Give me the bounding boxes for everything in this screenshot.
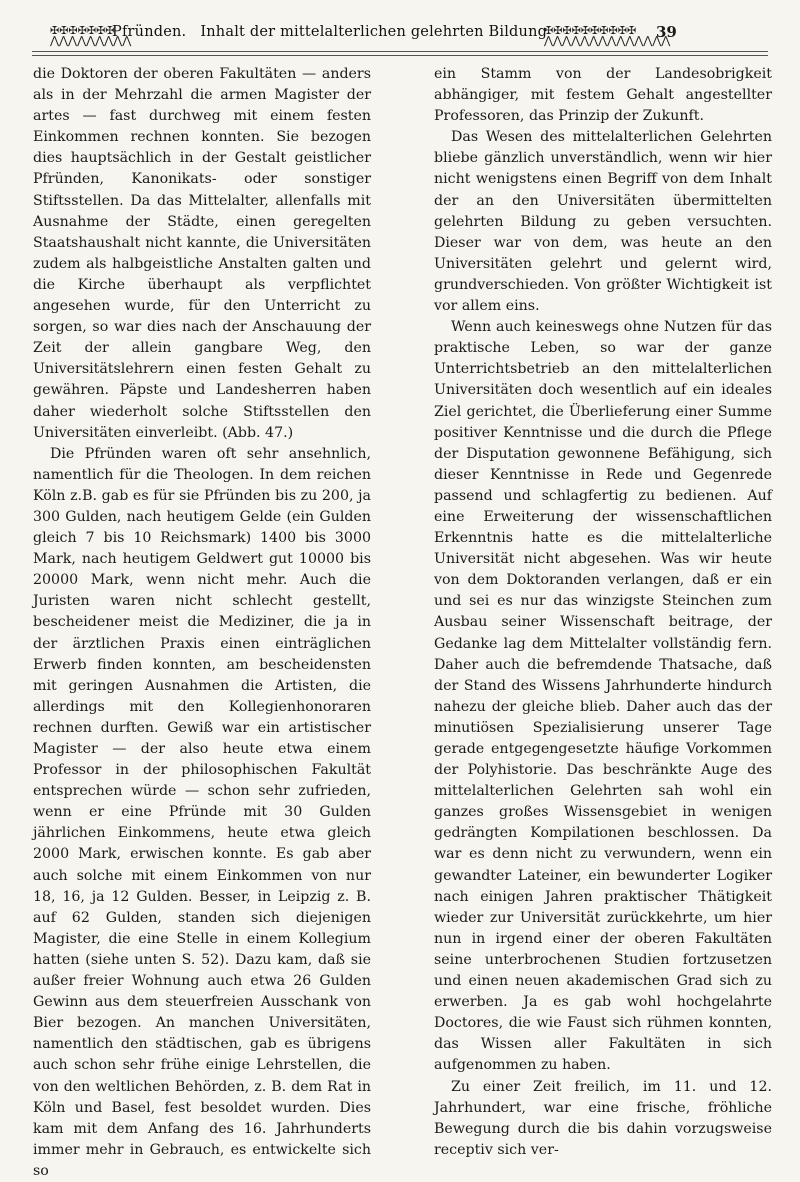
running-head	[112, 24, 548, 40]
header-rule-thin	[32, 55, 768, 56]
paragraph: ein Stamm von der Landesobrigkeit abhängiger, mit festem Gehalt angestellter Professoren, das Prinzip der Zukunft.	[434, 66, 772, 125]
right-column	[434, 64, 772, 1158]
running-head-section: Pfründen.	[112, 24, 187, 40]
paragraph: Die Pfründen waren oft sehr ansehnlich, namentlich für die Theologen. In dem reichen Köln z.B. gab es für sie Pfründen bis zu 200, ja 300 Gulden, nach heutigem Gelde (ein Gulden gleich 7 bis 10 Reichsmark) 1400 bis 3000 Mark, nach heutigem Geldwert gut 10000 bis 20000 Mark, wenn nicht mehr. Auch die Juristen waren nicht schlecht gestellt, bescheidener meist die Mediziner, die ja in der ärztlichen Praxis einen einträglichen Erwerb finden konnten, am bescheidensten mit geringen Ausnahmen die Artisten, die allerdings mit den Kollegienhonoraren rechnen durften. Gewiß war ein artistischer Magister — der also heute etwa einem Professor in der philosophischen Fakultät entsprechen würde — schon sehr zufrieden, wenn er eine Pfründe mit 30 Gulden jährlichen Einkommens, heute etwa gleich 2000 Mark, erwischen konnte. Es gab aber auch solche mit einem Einkommen von nur 18, 16, ja 12 Gulden. Besser, in Leipzig z. B. auf 62 Gulden, standen sich diejenigen Magister, die eine Stelle in einem Kollegium hatten (siehe unten S. 52). Dazu kam, daß sie außer freier Wohnung auch etwa 26 Gulden Gewinn aus dem steuerfreien Ausschank von Bier bezogen. An manchen Universitäten, namentlich den städtischen, gab es übrigens auch schon sehr frühe einige Lehrstellen, die von den weltlichen Behörden, z. B. dem Rat in Köln und Basel, fest besoldet wurden. Dies kam mit dem Anfang des 16. Jahrhunderts immer mehr in Gebrauch, es entwickelte sich so	[33, 445, 371, 1179]
paragraph: Zu einer Zeit freilich, im 11. und 12. Jahrhundert, war eine frische, fröhliche Bewegung durch die bis dahin vorzugsweise receptiv sich ver-	[434, 1078, 772, 1158]
running-head-title: Inhalt der mittelalterlichen gelehrten Bildung	[200, 24, 548, 40]
page-number: 39	[656, 23, 677, 41]
header-ornament-left: ✠✠✠✠✠✠✠ ⋀⋀⋀⋀⋀⋀⋀⋀⋀	[50, 24, 132, 47]
header-ornament-right: ✠✠✠✠✠✠✠✠✠✠ ⋀⋀⋀⋀⋀⋀⋀⋀⋀⋀⋀⋀⋀⋀	[544, 24, 671, 47]
paragraph: die Doktoren der oberen Fakultäten — anders als in der Mehrzahl die armen Magister der artes — fast durchweg mit einem festen Einkommen rechnen konnten. Sie bezogen dies hauptsächlich in der Gestalt geistlicher Pfründen, Kanonikats- oder sonstiger Stiftsstellen. Da das Mittelalter, allenfalls mit Ausnahme der Städte, einen geregelten Staatshaushalt nicht kannte, die Universitäten zudem als halbgeistliche Anstalten galten und die Kirche überhaupt als verpflichtet angesehen wurde, für den Unterricht zu sorgen, so war dies nach der Anschauung der Zeit der allein gangbare Weg, den Universitätslehrern einen festen Gehalt zu gewähren. Päpste und Landesherren haben daher wiederholt solche Stiftsstellen den Universitäten einverleibt. (Abb. 47.)	[33, 66, 371, 441]
paragraph: Das Wesen des mittelalterlichen Gelehrten bliebe gänzlich unverständlich, wenn wir hier nicht wenigstens einen Begriff von dem Inhalt der an den Universitäten übermittelten gelehrten Bildung zu geben versuchten. Dieser war von dem, was heute an den Universitäten gelehrt und gelernt wird, grundverschieden. Von größter Wichtigkeit ist vor allem eins.	[434, 129, 772, 315]
header-rule	[32, 51, 768, 52]
left-column	[33, 64, 371, 1179]
paragraph: Wenn auch keineswegs ohne Nutzen für das praktische Leben, so war der ganze Unterrichtsbetrieb an den mittelalterlichen Universitäten doch wesentlich auf ein ideales Ziel gerichtet, die Überlieferung einer Summe positiver Kenntnisse und die durch die Pflege der Disputation gewonnene Befähigung, sich dieser Kenntnisse in Rede und Gegenrede passend und schlagfertig zu bedienen. Auf eine Erweiterung der wissenschaftlichen Erkenntnis hatte es die mittelalterliche Universität nicht abgesehen. Was wir heute von dem Doktoranden verlangen, daß er ein und sei es nur das winzigste Steinchen zum Ausbau seiner Wissenschaft beitrage, der Gedanke lag dem Mittelalter vollständig fern. Daher auch die befremdende Thatsache, daß der Stand des Wissens Jahrhunderte hindurch nahezu der gleiche blieb. Daher auch das der minutiösen Spezialisierung unserer Tage gerade entgegengesetzte häufige Vorkommen der Polyhistorie. Das beschränkte Auge des mittelalterlichen Gelehrten sah wohl ein ganzes großes Wissensgebiet in wenigen gedrängten Kompilationen beschlossen. Da war es denn nicht zu verwundern, wenn ein gewandter Lateiner, ein bewunderter Logiker nach einigen Jahren praktischer Thätigkeit wieder zur Universität zurückkehrte, um hier nun in irgend einer der oberen Fakultäten seine unterbrochenen Studien fortzusetzen und einen neuen akademischen Grad sich zu erwerben. Ja es gab wohl hochgelahrte Doctores, die wie Faust sich rühmen konnten, das Wissen aller Fakultäten in sich aufgenommen zu haben.	[434, 319, 772, 1074]
page-header	[32, 22, 768, 52]
